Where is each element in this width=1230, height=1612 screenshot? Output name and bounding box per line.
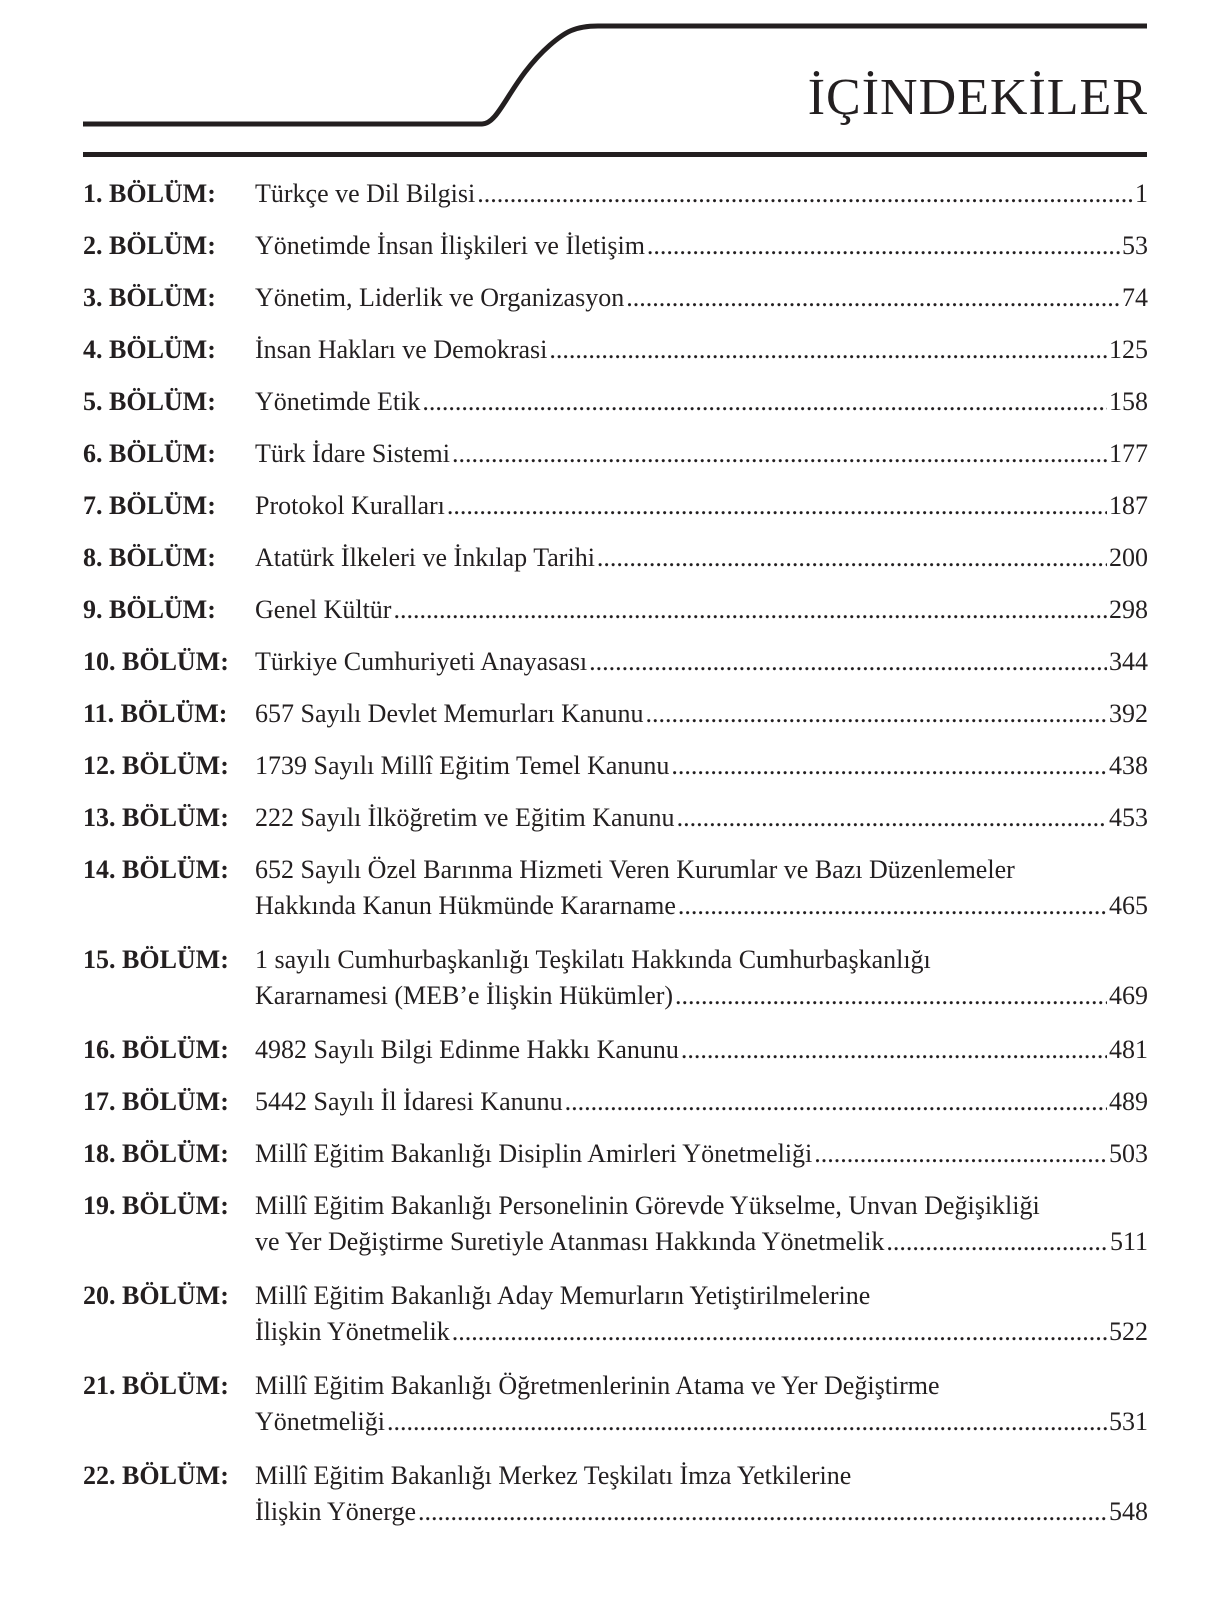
chapter-label: 15. BÖLÜM: — [83, 945, 229, 974]
chapter-title-line — [255, 1032, 1148, 1068]
chapter-title-line — [255, 436, 1148, 472]
chapter-content — [255, 540, 1148, 576]
chapter-label: 9. BÖLÜM: — [83, 595, 216, 624]
chapter-title: ve Yer Değiştirme Suretiyle Atanması Hakkında Yönetmelik — [255, 1227, 885, 1256]
page-number: 125 — [1109, 335, 1148, 364]
toc-entry[interactable] — [83, 1032, 1148, 1084]
chapter-content — [255, 1368, 1148, 1440]
chapter-title-line — [255, 1368, 1148, 1404]
chapter-title: Türk İdare Sistemi — [255, 439, 450, 468]
toc-entry[interactable] — [83, 436, 1148, 488]
chapter-label: 13. BÖLÜM: — [83, 803, 229, 832]
chapter-title-line — [255, 888, 1148, 924]
chapter-title: Millî Eğitim Bakanlığı Personelinin Görevde Yükselme, Unvan Değişikliği — [255, 1191, 1040, 1220]
page-number: 298 — [1109, 595, 1148, 624]
chapter-title: İnsan Hakları ve Demokrasi — [255, 335, 548, 364]
chapter-title-line — [255, 852, 1148, 888]
page-number: 158 — [1109, 387, 1148, 416]
toc-entry[interactable] — [83, 800, 1148, 852]
chapter-title-line — [255, 540, 1148, 576]
page-number: 469 — [1109, 981, 1148, 1010]
chapter-title: Türkçe ve Dil Bilgisi — [255, 179, 476, 208]
chapter-title-line — [255, 176, 1148, 212]
chapter-content — [255, 1136, 1148, 1172]
chapter-label: 10. BÖLÜM: — [83, 647, 229, 676]
dot-leader — [589, 644, 1107, 680]
page-number: 481 — [1109, 1035, 1148, 1064]
chapter-content — [255, 488, 1148, 524]
page-number: 465 — [1109, 891, 1148, 920]
page-number: 344 — [1109, 647, 1148, 676]
chapter-title-line — [255, 1404, 1148, 1440]
chapter-title-line — [255, 1084, 1148, 1120]
chapter-title: Yönetimde İnsan İlişkileri ve İletişim — [255, 231, 645, 260]
toc-entry[interactable] — [83, 488, 1148, 540]
page-number: 1 — [1135, 179, 1148, 208]
dot-leader — [675, 978, 1107, 1014]
chapter-label: 21. BÖLÜM: — [83, 1371, 229, 1400]
chapter-label: 4. BÖLÜM: — [83, 335, 216, 364]
dot-leader — [886, 1224, 1108, 1260]
chapter-label: 20. BÖLÜM: — [83, 1281, 229, 1310]
dot-leader — [549, 332, 1107, 368]
chapter-content — [255, 644, 1148, 680]
chapter-label: 14. BÖLÜM: — [83, 855, 229, 884]
chapter-title: 4982 Sayılı Bilgi Edinme Hakkı Kanunu — [255, 1035, 679, 1064]
page-number: 187 — [1109, 491, 1148, 520]
chapter-content — [255, 592, 1148, 628]
toc-entry[interactable] — [83, 228, 1148, 280]
chapter-content — [255, 332, 1148, 368]
chapter-content — [255, 384, 1148, 420]
chapter-label: 19. BÖLÜM: — [83, 1191, 229, 1220]
page-number: 531 — [1109, 1407, 1148, 1436]
chapter-label: 17. BÖLÜM: — [83, 1087, 229, 1116]
chapter-title-line — [255, 1278, 1148, 1314]
toc-entry[interactable] — [83, 384, 1148, 436]
chapter-label: 12. BÖLÜM: — [83, 751, 229, 780]
chapter-label: 16. BÖLÜM: — [83, 1035, 229, 1064]
chapter-label: 8. BÖLÜM: — [83, 543, 216, 572]
chapter-title: Yönetmeliği — [255, 1407, 385, 1436]
dot-leader — [565, 1084, 1107, 1120]
page-number: 53 — [1122, 231, 1148, 260]
toc-entry[interactable] — [83, 1084, 1148, 1136]
chapter-title-line — [255, 748, 1148, 784]
page-number: 74 — [1122, 283, 1148, 312]
dot-leader — [477, 176, 1133, 212]
chapter-content — [255, 1188, 1148, 1260]
page-number: 438 — [1109, 751, 1148, 780]
chapter-label: 22. BÖLÜM: — [83, 1461, 229, 1490]
table-of-contents — [83, 176, 1148, 1548]
chapter-title: Millî Eğitim Bakanlığı Aday Memurların Yetiştirilmelerine — [255, 1281, 871, 1310]
page-number: 503 — [1109, 1139, 1148, 1168]
chapter-title-line — [255, 228, 1148, 264]
toc-entry[interactable] — [83, 1368, 1148, 1458]
page-number: 548 — [1109, 1497, 1148, 1526]
chapter-title-line — [255, 592, 1148, 628]
chapter-title-line — [255, 942, 1148, 978]
chapter-title-line — [255, 1136, 1148, 1172]
chapter-content — [255, 228, 1148, 264]
chapter-title-line — [255, 332, 1148, 368]
dot-leader — [678, 888, 1107, 924]
chapter-title-line — [255, 978, 1148, 1014]
chapter-title-line — [255, 488, 1148, 524]
page-number: 453 — [1109, 803, 1148, 832]
chapter-content — [255, 1032, 1148, 1068]
chapter-title-line — [255, 1494, 1148, 1530]
chapter-title-line — [255, 1224, 1148, 1260]
chapter-label: 3. BÖLÜM: — [83, 283, 216, 312]
chapter-title: Millî Eğitim Bakanlığı Disiplin Amirleri Yönetmeliği — [255, 1139, 813, 1168]
toc-entry[interactable] — [83, 332, 1148, 384]
chapter-content — [255, 942, 1148, 1014]
chapter-label: 2. BÖLÜM: — [83, 231, 216, 260]
page-number: 177 — [1109, 439, 1148, 468]
toc-entry[interactable] — [83, 696, 1148, 748]
dot-leader — [387, 1404, 1107, 1440]
chapter-title-line — [255, 644, 1148, 680]
dot-leader — [626, 280, 1120, 316]
dot-leader — [814, 1136, 1107, 1172]
chapter-title: Genel Kültür — [255, 595, 392, 624]
chapter-content — [255, 280, 1148, 316]
page-title: İÇİNDEKİLER — [807, 69, 1148, 126]
toc-entry[interactable] — [83, 1458, 1148, 1548]
chapter-label: 11. BÖLÜM: — [83, 699, 228, 728]
chapter-label: 7. BÖLÜM: — [83, 491, 216, 520]
chapter-title: Kararnamesi (MEB’e İlişkin Hükümler) — [255, 981, 674, 1010]
chapter-title: Yönetim, Liderlik ve Organizasyon — [255, 283, 625, 312]
chapter-content — [255, 800, 1148, 836]
chapter-title: 657 Sayılı Devlet Memurları Kanunu — [255, 699, 644, 728]
dot-leader — [645, 696, 1107, 732]
chapter-label: 18. BÖLÜM: — [83, 1139, 229, 1168]
chapter-title-line — [255, 1458, 1148, 1494]
toc-entry[interactable] — [83, 1188, 1148, 1278]
toc-entry[interactable] — [83, 748, 1148, 800]
dot-leader — [647, 228, 1120, 264]
toc-entry[interactable] — [83, 592, 1148, 644]
chapter-title: Yönetimde Etik — [255, 387, 421, 416]
toc-entry[interactable] — [83, 852, 1148, 942]
chapter-title: Atatürk İlkeleri ve İnkılap Tarihi — [255, 543, 595, 572]
chapter-title: Protokol Kuralları — [255, 491, 445, 520]
chapter-content — [255, 852, 1148, 924]
toc-entry[interactable] — [83, 942, 1148, 1032]
page-number: 200 — [1109, 543, 1148, 572]
toc-entry[interactable] — [83, 540, 1148, 592]
chapter-content — [255, 1458, 1148, 1530]
dot-leader — [452, 1314, 1107, 1350]
chapter-title: Hakkında Kanun Hükmünde Kararname — [255, 891, 676, 920]
dot-leader — [597, 540, 1107, 576]
chapter-title-line — [255, 696, 1148, 732]
chapter-content — [255, 696, 1148, 732]
page-number: 511 — [1109, 1227, 1148, 1256]
chapter-title: 652 Sayılı Özel Barınma Hizmeti Veren Kurumlar ve Bazı Düzenlemeler — [255, 855, 1015, 884]
page-number: 392 — [1109, 699, 1148, 728]
dot-leader — [452, 436, 1107, 472]
chapter-title-line — [255, 384, 1148, 420]
chapter-title: İlişkin Yönerge — [255, 1497, 417, 1526]
chapter-label: 6. BÖLÜM: — [83, 439, 216, 468]
chapter-content — [255, 1278, 1148, 1350]
chapter-content — [255, 748, 1148, 784]
chapter-title-line — [255, 800, 1148, 836]
chapter-label: 1. BÖLÜM: — [83, 179, 216, 208]
chapter-title: Millî Eğitim Bakanlığı Merkez Teşkilatı İmza Yetkilerine — [255, 1461, 852, 1490]
chapter-title-line — [255, 1314, 1148, 1350]
dot-leader — [671, 748, 1107, 784]
chapter-title: İlişkin Yönetmelik — [255, 1317, 450, 1346]
dot-leader — [677, 800, 1107, 836]
page-header — [0, 0, 1230, 170]
chapter-title-line — [255, 1188, 1148, 1224]
chapter-content — [255, 436, 1148, 472]
dot-leader — [422, 384, 1107, 420]
toc-entry[interactable] — [83, 644, 1148, 696]
chapter-title-line — [255, 280, 1148, 316]
toc-entry[interactable] — [83, 1136, 1148, 1188]
dot-leader — [418, 1494, 1107, 1530]
dot-leader — [393, 592, 1107, 628]
chapter-content — [255, 1084, 1148, 1120]
page-number: 489 — [1109, 1087, 1148, 1116]
dot-leader — [681, 1032, 1107, 1068]
toc-entry[interactable] — [83, 280, 1148, 332]
chapter-title: Türkiye Cumhuriyeti Anayasası — [255, 647, 588, 676]
toc-entry[interactable] — [83, 1278, 1148, 1368]
chapter-title: Millî Eğitim Bakanlığı Öğretmenlerinin Atama ve Yer Değiştirme — [255, 1371, 940, 1400]
chapter-title: 1 sayılı Cumhurbaşkanlığı Teşkilatı Hakkında Cumhurbaşkanlığı — [255, 945, 931, 974]
chapter-label: 5. BÖLÜM: — [83, 387, 216, 416]
chapter-content — [255, 176, 1148, 212]
chapter-title: 222 Sayılı İlköğretim ve Eğitim Kanunu — [255, 803, 675, 832]
toc-entry[interactable] — [83, 176, 1148, 228]
page-number: 522 — [1109, 1317, 1148, 1346]
chapter-title: 5442 Sayılı İl İdaresi Kanunu — [255, 1087, 563, 1116]
chapter-title: 1739 Sayılı Millî Eğitim Temel Kanunu — [255, 751, 670, 780]
dot-leader — [447, 488, 1107, 524]
